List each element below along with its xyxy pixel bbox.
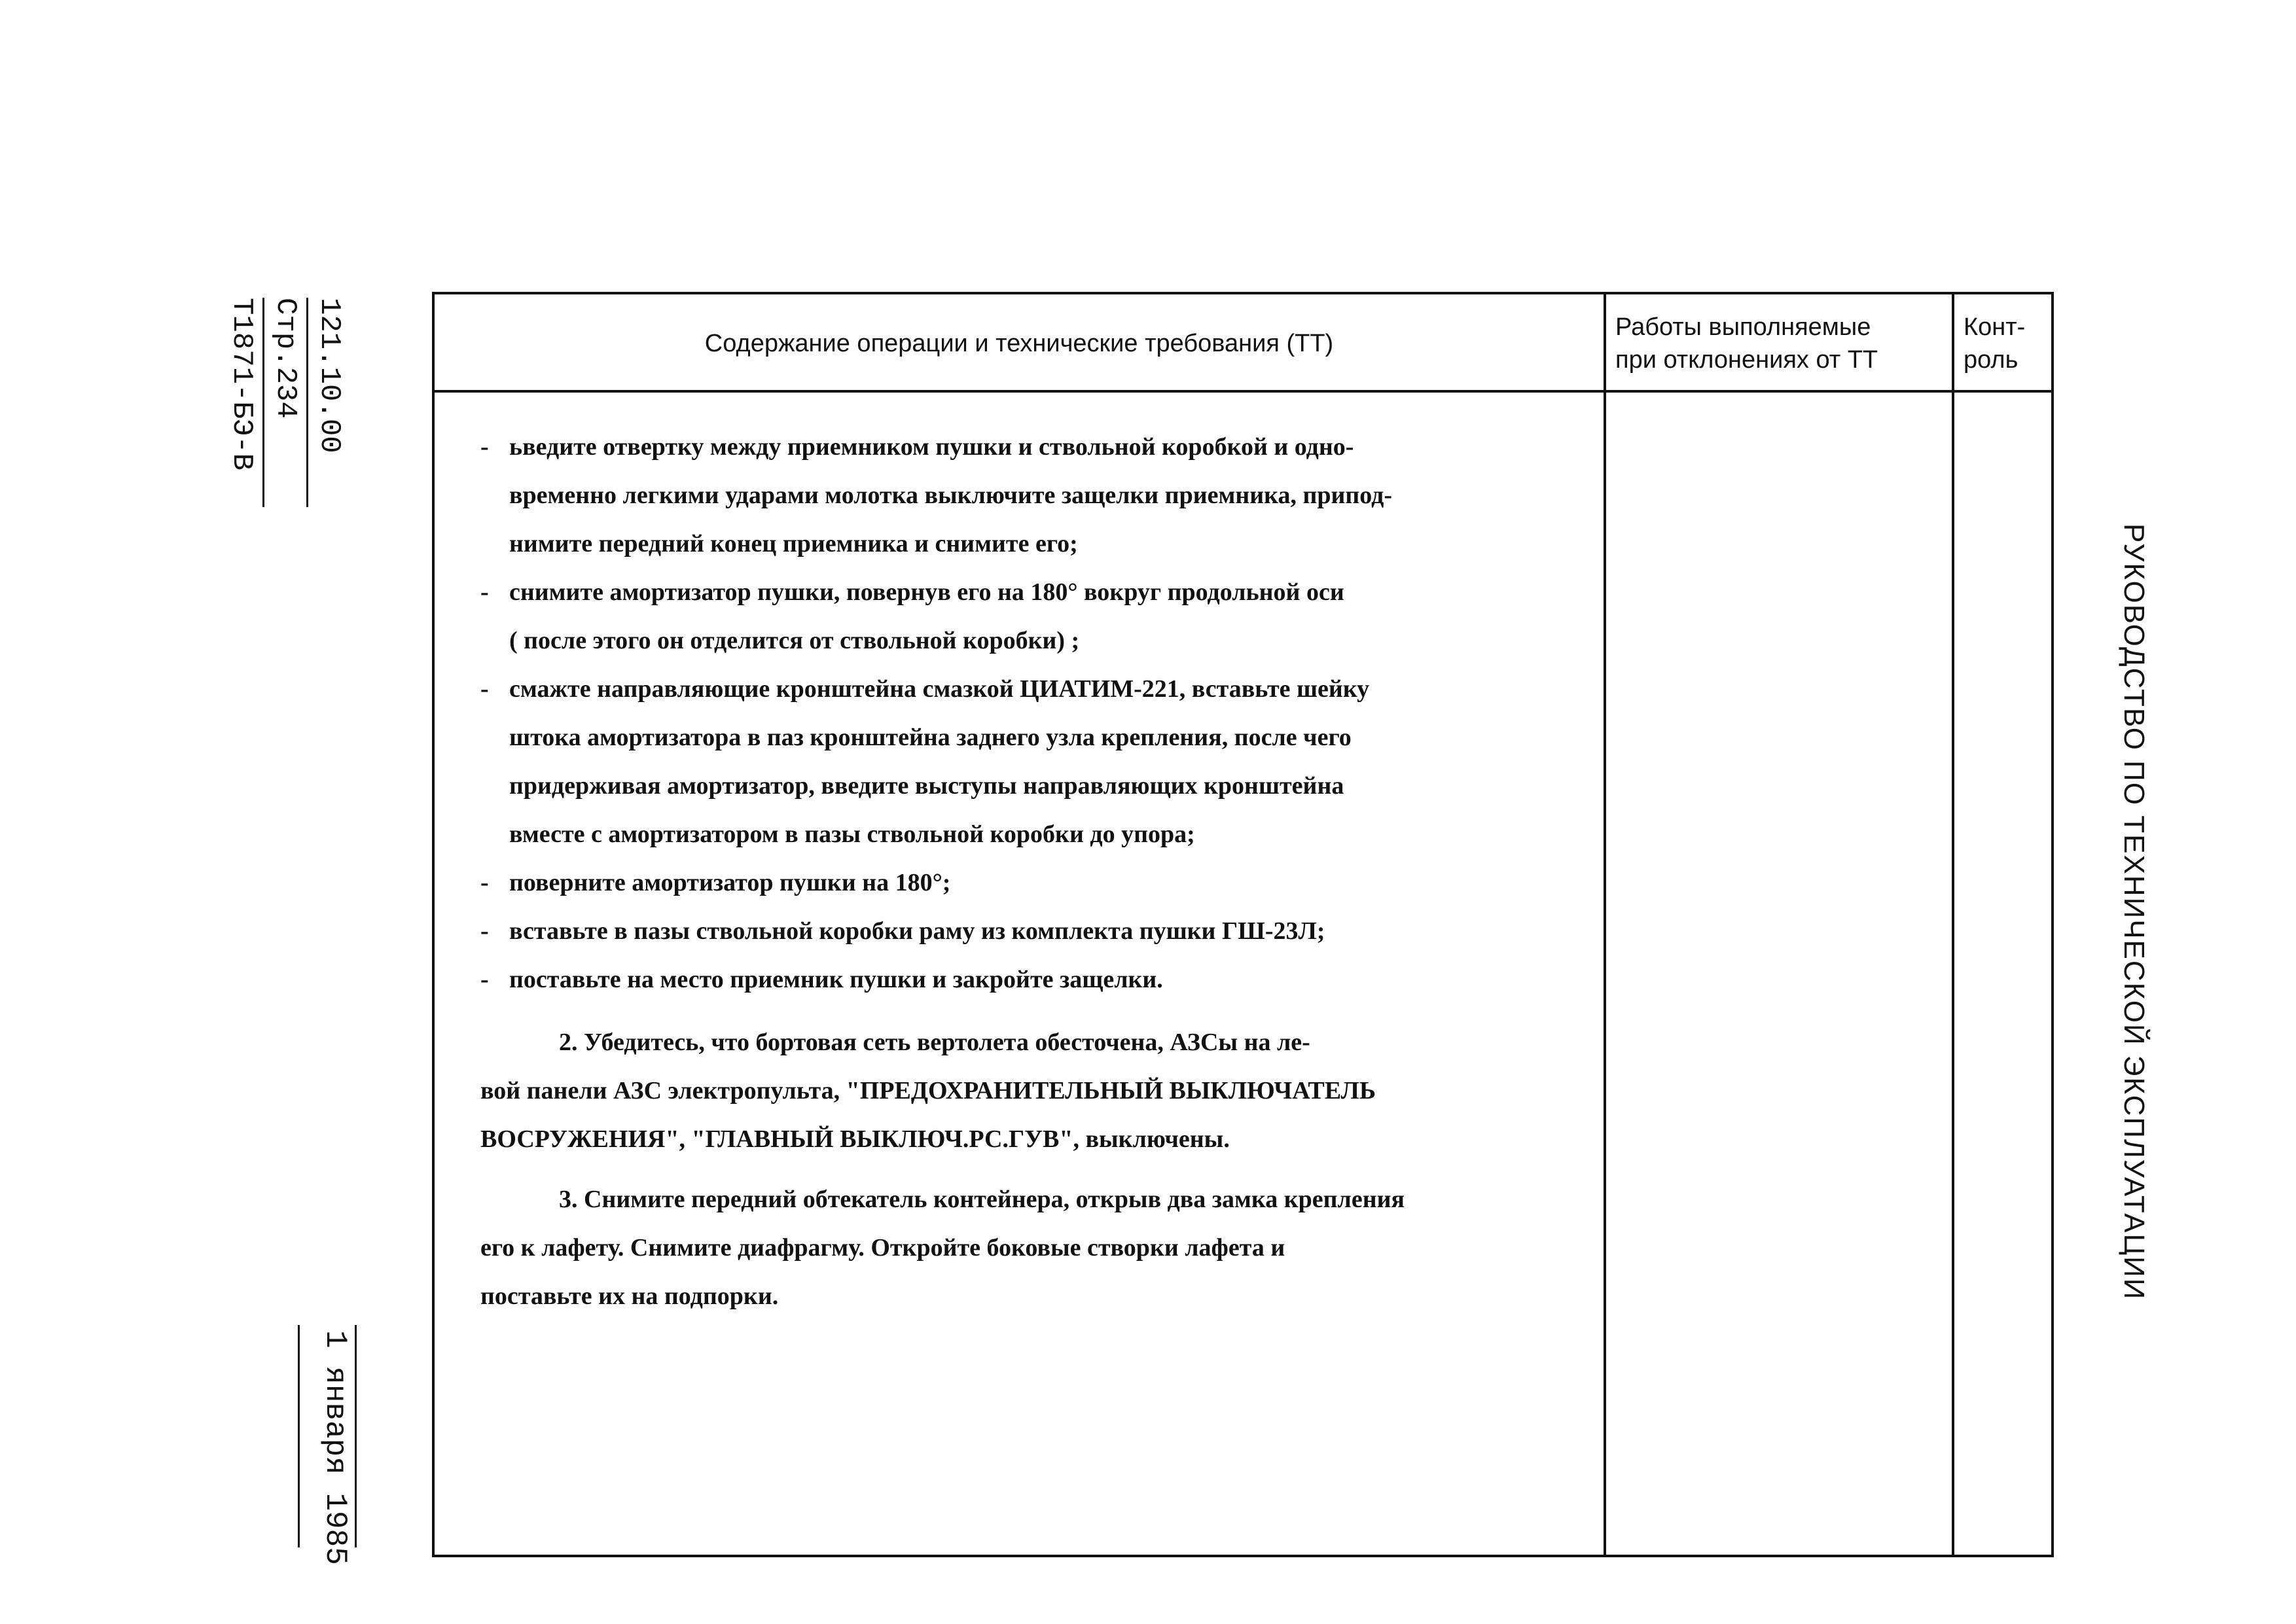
- instruction-paragraphs: [480, 1018, 1600, 1320]
- doc-code: 121.10.00: [306, 298, 350, 507]
- text-line: штока амортизатора в паз кронштейна заднего узла крепления, после чего: [509, 724, 1352, 751]
- text-line: временно легкими ударами молотка выключите защелки приемника, припод-: [509, 482, 1393, 509]
- list-dash: -: [480, 433, 489, 461]
- header-control-line1: Конт-: [1964, 313, 2026, 341]
- list-item: [480, 568, 1600, 665]
- text-line: поставьте их на подпорки.: [480, 1282, 779, 1310]
- list-item: [480, 665, 1600, 858]
- text-line: поставьте на место приемник пушки и закройте защелки.: [509, 966, 1163, 993]
- text-line: нимите передний конец приемника и снимите его;: [509, 530, 1078, 557]
- text-line: 2. Убедитесь, что бортовая сеть вертолета обесточена, АЗСы на ле-: [559, 1029, 1310, 1056]
- header-deviation-line2: при отклонениях от ТТ: [1615, 346, 1878, 374]
- text-line: вой панели АЗС электропульта, "ПРЕДОХРАНИТЕЛЬНЫЙ ВЫКЛЮЧАТЕЛЬ: [480, 1077, 1376, 1104]
- list-dash: -: [480, 578, 489, 606]
- list-dash: -: [480, 966, 489, 993]
- text-line: ВОСРУЖЕНИЯ", "ГЛАВНЫЙ ВЫКЛЮЧ.РС.ГУВ", выключены.: [480, 1125, 1230, 1153]
- header-deviation-line1: Работы выполняемые: [1615, 313, 1871, 341]
- text-line: вместе с амортизатором в пазы ствольной коробки до упора;: [509, 821, 1195, 848]
- header-content: Содержание операции и технические требования (ТТ): [704, 330, 1334, 357]
- column-divider: [1604, 294, 1606, 1555]
- margin-identifiers: [225, 298, 350, 514]
- text-line: придерживая амортизатор, введите выступы направляющих кронштейна: [509, 772, 1344, 800]
- list-item: [480, 907, 1600, 955]
- list-dash: -: [480, 675, 489, 703]
- header-control-line2: роль: [1964, 346, 2018, 374]
- list-dash: -: [480, 869, 489, 896]
- list-item: [480, 858, 1600, 907]
- text-line: вставьте в пазы ствольной коробки раму из комплекта пушки ГШ-23Л;: [509, 917, 1325, 945]
- column-divider: [1952, 294, 1954, 1555]
- side-title: РУКОВОДСТВО ПО ТЕХНИЧЕСКОЙ ЭКСПЛУАТАЦИИ: [2118, 523, 2150, 1301]
- header-deviation-works: [1613, 294, 1949, 393]
- table-header: [435, 294, 2051, 393]
- operations-table: [432, 292, 2054, 1557]
- numbered-paragraph: [480, 1175, 1600, 1320]
- text-line: снимите амортизатор пушки, повернув его на 180° вокруг продольной оси: [509, 578, 1344, 606]
- content-cell: [480, 423, 1600, 1320]
- text-line: поверните амортизатор пушки на 180°;: [509, 869, 951, 896]
- text-line: ьведите отвертку между приемником пушки и ствольной коробкой и одно-: [509, 433, 1354, 461]
- list-dash: -: [480, 917, 489, 945]
- header-control: [1962, 294, 2055, 393]
- page-number: Стр.234: [262, 298, 306, 507]
- text-line: 3. Снимите передний обтекатель контейнера, открыв два замка крепления: [559, 1186, 1405, 1213]
- list-item: [480, 423, 1600, 568]
- numbered-paragraph: [480, 1018, 1600, 1163]
- series-code: Т1871-БЭ-В: [225, 298, 258, 471]
- issue-date: 1 января 1985: [298, 1325, 357, 1547]
- text-line: ( после этого он отделится от ствольной коробки) ;: [509, 627, 1080, 654]
- list-item: [480, 955, 1600, 1004]
- instruction-list: [480, 423, 1600, 1004]
- text-line: смажте направляющие кронштейна смазкой ЦИАТИМ-221, вставьте шейку: [509, 675, 1370, 703]
- text-line: его к лафету. Снимите диафрагму. Откройте боковые створки лафета и: [480, 1234, 1285, 1262]
